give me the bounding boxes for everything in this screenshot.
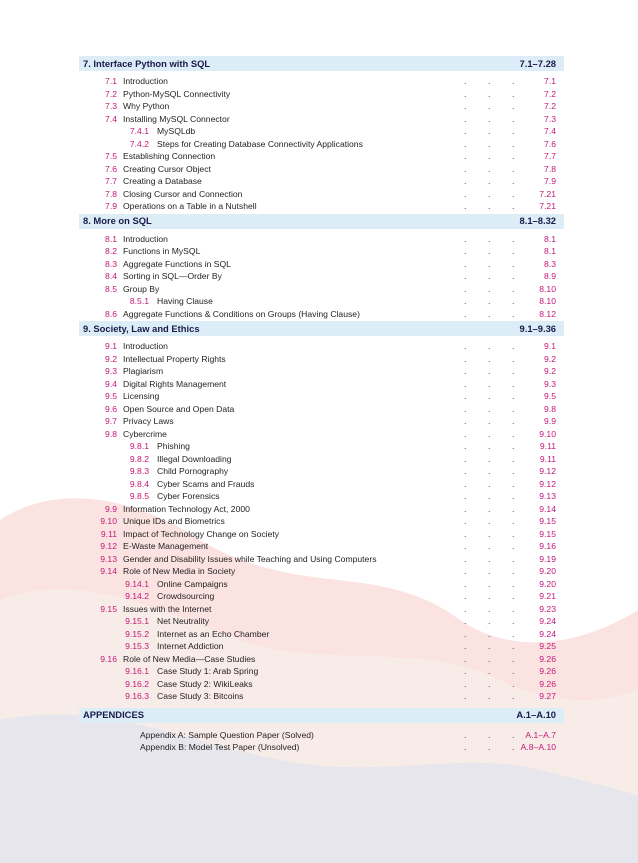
section-number: 9.15.1 [125,616,149,626]
section-number: 7.4 [105,113,117,124]
section-number: 8.1 [105,233,117,244]
page-number: 9.11 [539,441,556,451]
section-number: 7.5 [105,151,117,161]
section-title: Case Study 3: Bitcoins [157,691,244,701]
toc-entry[interactable]: 9.7 Privacy Laws . . . 9.9 [79,415,564,428]
page-number: 9.15 [539,516,556,526]
toc-entry[interactable]: 9.14.2 Crowdsourcing . . . 9.21 [79,590,564,603]
page-number: 8.3 [544,258,556,269]
page-number: 9.16 [539,541,556,551]
section-number: 9.9 [105,503,117,514]
page-number: 9.14 [539,503,556,514]
page-number: 8.1 [544,233,556,244]
section-title: Cyber Scams and Frauds [157,478,255,489]
page-number: 9.21 [539,591,556,601]
section-title: Steps for Creating Database Connectivity Applications [157,138,363,149]
page-number: 7.21 [539,201,556,211]
section-title: Appendix A: Sample Question Paper (Solved) [140,729,314,740]
section-title: Case Study 1: Arab Spring [157,666,259,676]
section-title: Appendix B: Model Test Paper (Unsolved) [140,742,300,752]
section-title: Aggregate Functions & Conditions on Groups (Having Clause) [123,308,360,319]
section-title: Digital Rights Management [123,378,227,389]
section-title: Creating Cursor Object [123,163,211,174]
section-number: 9.11 [100,528,117,539]
toc-entry[interactable]: 9.16 Role of New Media—Case Studies . . . 9.26 [79,653,564,666]
page-number: 8.10 [539,296,556,306]
toc-entry[interactable]: 7.7 Creating a Database . . . 7.9 [79,175,564,188]
section-number: 9.8.1 [129,441,149,451]
page-number: 7.21 [539,188,556,199]
toc-entry[interactable]: 9.5 Licensing . . . 9.5 [79,390,564,403]
page-number: 7.2 [544,88,556,99]
chapter-title: 8. More on SQL [83,215,152,226]
toc-entry[interactable]: 9.15.2 Internet as an Echo Chamber . . . 9.24 [79,628,564,641]
toc-entry[interactable]: 9.11 Impact of Technology Change on Society . . . 9.15 [79,528,564,541]
toc-entry[interactable]: 9.8 Cybercrime . . . 9.10 [79,428,564,441]
page-number: 7.8 [544,163,556,174]
toc-entry[interactable]: 9.8.5 Cyber Forensics . . . 9.13 [79,490,564,503]
chapter-title: 9. Society, Law and Ethics [83,322,200,334]
section-number: 8.5.1 [129,296,149,306]
section-title: Illegal Downloading [157,453,232,464]
toc-entry[interactable]: 9.15.1 Net Neutrality . . . 9.24 [79,615,564,628]
page-number: 7.1 [544,76,556,86]
toc-entry[interactable]: 9.1 Introduction . . . 9.1 [79,340,564,353]
toc-entry[interactable]: 9.2 Intellectual Property Rights . . . 9.2 [79,353,564,366]
page-number: 9.20 [539,578,556,589]
section-title: Installing MySQL Connector [123,113,230,124]
chapter-header[interactable] [79,708,564,723]
section-title: Open Source and Open Data [123,403,235,414]
page-number: 9.15 [539,528,556,539]
section-number: 8.4 [105,271,117,281]
section-number: 7.7 [105,176,117,186]
page-number: 8.10 [539,283,556,294]
section-number: 9.12 [100,541,117,551]
chapter-page-range: 7.1–7.28 [519,57,556,69]
section-number: 9.4 [105,378,117,389]
page-number: 8.12 [539,308,556,319]
toc-entry[interactable]: 8.5.1 Having Clause . . . 8.10 [79,295,564,308]
section-title: Licensing [123,391,160,401]
section-title: Closing Cursor and Connection [123,188,243,199]
toc-entry[interactable]: 9.8.4 Cyber Scams and Frauds . . . 9.12 [79,478,564,491]
section-number: 9.8.4 [129,478,149,489]
section-number: 7.9 [105,201,117,211]
section-number: 9.6 [105,403,117,414]
section-title: E-Waste Management [123,541,209,551]
page-number: A.1–A.7 [525,729,556,740]
page-number: 7.7 [544,151,556,161]
toc-entry[interactable]: 7.9 Operations on a Table in a Nutshell . . . 7.21 [79,200,564,213]
section-number: 9.2 [105,353,117,364]
toc-entry[interactable]: 9.4 Digital Rights Management . . . 9.3 [79,378,564,391]
section-title: Case Study 2: WikiLeaks [157,678,253,689]
page-number: 9.27 [539,691,556,701]
page-number: 9.25 [539,641,556,651]
section-number: 9.8.2 [129,453,149,464]
section-title: Establishing Connection [123,151,216,161]
section-number: 9.13 [100,553,117,564]
section-title: Python-MySQL Connectivity [123,88,231,99]
section-title: Issues with the Internet [123,603,212,614]
page-number: 8.9 [544,271,556,281]
page-number: 7.6 [544,138,556,149]
section-number: 9.8.3 [129,466,149,476]
page-number: 9.8 [544,403,556,414]
toc-entry[interactable]: 8.3 Aggregate Functions in SQL . . . 8.3 [79,258,564,271]
toc-entry[interactable]: 9.8.1 Phishing . . . 9.11 [79,440,564,453]
section-number: 9.15.2 [125,628,149,639]
toc-entry[interactable]: 9.13 Gender and Disability Issues while Teaching and Using Computers . . . 9.19 [79,553,564,566]
toc-entry[interactable]: Appendix A: Sample Question Paper (Solved) . . . A.1–A.7 [140,729,556,740]
section-number: 9.14.1 [125,578,149,589]
section-title: Creating a Database [123,176,202,186]
page-number: 9.1 [544,341,556,351]
toc-entry[interactable]: 7.8 Closing Cursor and Connection . . . 7.21 [79,188,564,201]
chapter-header[interactable] [79,56,564,71]
toc-entry[interactable]: 8.6 Aggregate Functions & Conditions on Groups (Having Clause) . . . 8.12 [79,308,564,321]
chapter-page-range: 8.1–8.32 [519,215,556,226]
section-title: Phishing [157,441,190,451]
section-title: Intellectual Property Rights [123,353,226,364]
section-number: 9.10 [100,516,117,526]
section-title: Internet as an Echo Chamber [157,628,270,639]
section-title: Introduction [123,341,168,351]
toc-entry[interactable]: 7.4.1 MySQLdb . . . 7.4 [79,125,564,138]
page-number: 9.24 [539,616,556,626]
section-number: 9.15 [100,603,117,614]
section-number: 7.1 [105,76,117,86]
section-number: 9.8.5 [129,491,149,501]
toc-entry[interactable]: 7.6 Creating Cursor Object . . . 7.8 [79,163,564,176]
toc-entry[interactable]: 7.1 Introduction . . . 7.1 [79,75,564,88]
section-number: 7.2 [105,88,117,99]
toc-entry[interactable]: Appendix B: Model Test Paper (Unsolved) . . . A.8–A.10 [140,742,556,752]
section-number: 7.8 [105,188,117,199]
page-number: 9.19 [539,553,556,564]
section-number: 9.8 [105,428,117,439]
section-number: 9.16 [100,653,117,664]
chapter-header[interactable] [79,321,564,336]
section-number: 9.16.3 [125,691,149,701]
section-title: Privacy Laws [123,416,174,426]
toc-entry[interactable]: 9.16.2 Case Study 2: WikiLeaks . . . 9.26 [79,678,564,691]
section-title: Information Technology Act, 2000 [123,503,250,514]
section-number: 9.15.3 [125,641,149,651]
page-number: 9.12 [539,466,556,476]
section-title: Online Campaigns [157,578,228,589]
page-number: 9.13 [539,491,556,501]
section-number: 7.4.1 [129,126,149,136]
page-number: 9.11 [539,453,556,464]
section-title: Gender and Disability Issues while Teaching and Using Computers [123,553,377,564]
toc-entry[interactable]: 9.6 Open Source and Open Data . . . 9.8 [79,403,564,416]
toc-entry[interactable]: 9.14 Role of New Media in Society . . . 9.20 [79,565,564,578]
page-number: 7.3 [544,113,556,124]
page-number: 9.26 [539,653,556,664]
toc-entry[interactable]: 9.12 E-Waste Management . . . 9.16 [79,540,564,553]
chapter-page-range: A.1–A.10 [516,709,556,720]
page-number: 8.1 [544,246,556,256]
page-number: 7.2 [544,101,556,111]
section-title: Group By [123,283,160,294]
section-number: 9.16.1 [125,666,149,676]
toc-entry[interactable]: 9.15 Issues with the Internet . . . 9.23 [79,603,564,616]
section-title: Unique IDs and Biometrics [123,516,225,526]
chapter-title: APPENDICES [83,709,144,720]
section-number: 8.6 [105,308,117,319]
toc-entry[interactable]: 8.4 Sorting in SQL—Order By . . . 8.9 [79,270,564,283]
section-title: Impact of Technology Change on Society [123,528,280,539]
page-number: 9.24 [539,628,556,639]
page-number: 9.23 [539,603,556,614]
section-number: 7.6 [105,163,117,174]
toc-entry[interactable]: 8.1 Introduction . . . 8.1 [79,233,564,246]
toc-entry[interactable]: 9.10 Unique IDs and Biometrics . . . 9.15 [79,515,564,528]
section-number: 8.2 [105,246,117,256]
section-number: 9.14.2 [125,591,149,601]
chapter-title: 7. Interface Python with SQL [83,57,211,69]
section-title: Child Pornography [157,466,229,476]
section-number: 9.14 [100,566,117,576]
chapter-page-range: 9.1–9.36 [519,322,556,334]
page-number: 9.2 [544,353,556,364]
toc-entry[interactable]: 7.4 Installing MySQL Connector . . . 7.3 [79,113,564,126]
toc-entry[interactable]: 8.2 Functions in MySQL . . . 8.1 [79,245,564,258]
section-title: Cybercrime [123,428,167,439]
section-title: Sorting in SQL—Order By [123,271,222,281]
toc-entry[interactable]: 9.9 Information Technology Act, 2000 . . . 9.14 [79,503,564,516]
page-number: 9.26 [539,678,556,689]
section-number: 9.7 [105,416,117,426]
section-number: 9.16.2 [125,678,149,689]
section-title: Introduction [123,76,168,86]
toc-entry[interactable]: 9.16.1 Case Study 1: Arab Spring . . . 9.26 [79,665,564,678]
section-number: 7.3 [105,101,117,111]
toc-entry[interactable]: 7.5 Establishing Connection . . . 7.7 [79,150,564,163]
page-number: 7.9 [544,176,556,186]
section-title: Role of New Media—Case Studies [123,653,256,664]
section-title: Why Python [123,101,170,111]
section-number: 9.1 [105,341,117,351]
toc-entry[interactable]: 9.15.3 Internet Addiction . . . 9.25 [79,640,564,653]
section-title: Aggregate Functions in SQL [123,258,231,269]
toc-entry[interactable]: 9.8.3 Child Pornography . . . 9.12 [79,465,564,478]
section-title: Role of New Media in Society [123,566,236,576]
section-title: Functions in MySQL [123,246,201,256]
section-number: 8.3 [105,258,117,269]
section-number: 8.5 [105,283,117,294]
toc-entry[interactable]: 7.3 Why Python . . . 7.2 [79,100,564,113]
toc-entry[interactable]: 9.8.2 Illegal Downloading . . . 9.11 [79,453,564,466]
page-number: 9.26 [539,666,556,676]
page-number: 9.2 [544,366,556,376]
page-number: A.8–A.10 [520,742,556,752]
toc-entry[interactable]: 8.5 Group By . . . 8.10 [79,283,564,296]
section-number: 9.3 [105,366,117,376]
section-title: Operations on a Table in a Nutshell [123,201,257,211]
page-number: 7.4 [544,126,556,136]
page-number: 9.10 [539,428,556,439]
page-number: 9.20 [539,566,556,576]
page-number: 9.12 [539,478,556,489]
section-number: 7.4.2 [129,138,149,149]
page-number: 9.9 [544,416,556,426]
section-title: Having Clause [157,296,213,306]
section-title: Internet Addiction [157,641,224,651]
section-title: Net Neutrality [157,616,210,626]
chapter-header[interactable] [79,214,564,229]
section-title: Plagiarism [123,366,164,376]
section-number: 9.5 [105,391,117,401]
table-of-contents [79,56,564,754]
toc-entry[interactable]: 7.4.2 Steps for Creating Database Connectivity Applications . . . 7.6 [79,138,564,151]
page-number: 9.5 [544,391,556,401]
section-title: Introduction [123,233,168,244]
page-number: 9.3 [544,378,556,389]
toc-entry[interactable]: 9.14.1 Online Campaigns . . . 9.20 [79,578,564,591]
toc-entry[interactable]: 9.16.3 Case Study 3: Bitcoins . . . 9.27 [79,690,564,703]
toc-entry[interactable]: 7.2 Python-MySQL Connectivity . . . 7.2 [79,88,564,101]
toc-entry[interactable]: 9.3 Plagiarism . . . 9.2 [79,365,564,378]
section-title: MySQLdb [157,126,196,136]
section-title: Crowdsourcing [157,591,215,601]
section-title: Cyber Forensics [157,491,220,501]
